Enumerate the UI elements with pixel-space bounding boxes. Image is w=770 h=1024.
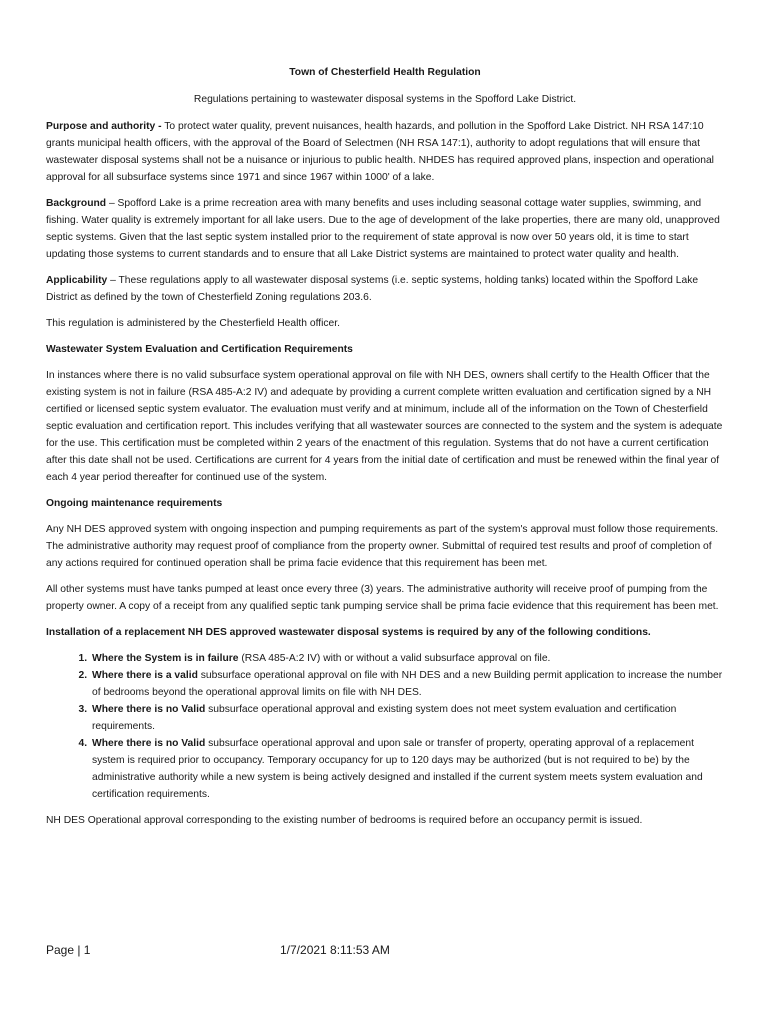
background-heading: Background	[46, 198, 107, 209]
list-item	[90, 650, 724, 667]
list-item	[90, 667, 724, 701]
list-item	[90, 735, 724, 803]
applicability-paragraph	[46, 272, 724, 306]
list-item	[90, 701, 724, 735]
background-text: – Spofford Lake is a prime recreation area with many benefits and uses including seasonal cottage water supplies, swimming, and fishing. Water quality is extremely important for all lake users. Due to the age of development of the lake properties, there are many old, unapproved septic systems. Given that the last septic system installed prior to the requirement of state approval is now over 50 years old, it is time to start updating those systems to current standards and to ensure that all Lake District systems are maintained to protect water quality and health.	[46, 198, 720, 260]
list-item-lead: Where there is no Valid	[92, 704, 206, 715]
evaluation-heading: Wastewater System Evaluation and Certification Requirements	[46, 344, 353, 355]
maintenance-paragraph-1: Any NH DES approved system with ongoing inspection and pumping requirements as part of the system's approval must follow those requirements. The administrative authority may request proof of compliance from the property owner. Submittal of required test results and proof of completion of any actions required for continued operation shall be prima facie evidence that this requirement has been met.	[46, 524, 719, 569]
background-paragraph	[46, 195, 724, 263]
print-timestamp: 1/7/2021 8:11:53 AM	[280, 943, 390, 957]
applicability-text: – These regulations apply to all wastewater disposal systems (i.e. septic systems, holding tanks) located within the Spofford Lake District as defined by the town of Chesterfield Zoning regulations 203.6.	[46, 275, 699, 303]
list-item-lead: Where there is a valid	[92, 670, 198, 681]
installation-conditions-list	[46, 650, 724, 803]
maintenance-heading: Ongoing maintenance requirements	[46, 498, 223, 509]
list-item-text: subsurface operational approval and existing system does not meet system evaluation and certification requirements.	[92, 704, 677, 732]
closing-paragraph: NH DES Operational approval corresponding to the existing number of bedrooms is required before an occupancy permit is issued.	[46, 815, 643, 826]
page-number: Page | 1	[46, 943, 91, 957]
list-item-text: subsurface operational approval and upon sale or transfer of property, operating approval of a replacement system is required prior to occupancy. Temporary occupancy for up to 120 days may be authorized (but is not required to be) by the administrative authority while a new system is being actively designed and installed if the current system meets system evaluation and certification requirements.	[92, 738, 703, 800]
purpose-heading: Purpose and authority -	[46, 121, 162, 132]
purpose-text: To protect water quality, prevent nuisances, health hazards, and pollution in the Spofford Lake District. NH RSA 147:10 grants municipal health officers, with the approval of the Board of Selectmen (NH RSA 147:1), authority to adopt regulations that will ensure that wastewater disposal systems shall not be a nuisance or injurious to public health. NHDES has required approved plans, inspection and operational approval for all subsurface systems since 1971 and since 1967 within 1000' of a lake.	[46, 121, 714, 183]
purpose-paragraph	[46, 118, 724, 186]
document-title: Town of Chesterfield Health Regulation	[289, 67, 481, 78]
installation-heading: Installation of a replacement NH DES approved wastewater disposal systems is required by any of the following conditions.	[46, 627, 651, 638]
maintenance-paragraph-2: All other systems must have tanks pumped at least once every three (3) years. The administrative authority will receive proof of pumping from the property owner. A copy of a receipt from any qualified septic tank pumping service shall be prima facie evidence that this requirement has been met.	[46, 584, 719, 612]
list-item-lead: Where the System is in failure	[92, 653, 239, 664]
list-item-text: (RSA 485-A:2 IV) with or without a valid subsurface approval on file.	[238, 653, 551, 664]
applicability-heading: Applicability	[46, 275, 108, 286]
document-subtitle: Regulations pertaining to wastewater disposal systems in the Spofford Lake District.	[193, 94, 577, 105]
list-item-lead: Where there is no Valid	[92, 738, 206, 749]
list-item-text: subsurface operational approval on file with NH DES and a new Building permit application to increase the number of bedrooms beyond the operational approval limits on file with NH DES.	[92, 670, 723, 698]
document-body	[46, 64, 724, 838]
administered-paragraph: This regulation is administered by the Chesterfield Health officer.	[46, 318, 340, 329]
evaluation-paragraph: In instances where there is no valid subsurface system operational approval on file with NH DES, owners shall certify to the Health Officer that the existing system is not in failure (RSA 485-A:2 IV) and adequate by providing a current complete written evaluation and certification signed by a NH certified or licensed septic system evaluator. The evaluation must verify and at minimum, include all of the information on the Town of Chesterfield septic evaluation and certification report. This includes verifying that all wastewater sources are connected to the system and the system is adequate for the use. This certification must be completed within 2 years of the enactment of this regulation. Systems that do not have a current certification after this date shall not be used. Certifications are current for 4 years from the initial date of certification and must be renewed within the final year of each 4 year period thereafter for continued use of the system.	[46, 370, 723, 483]
